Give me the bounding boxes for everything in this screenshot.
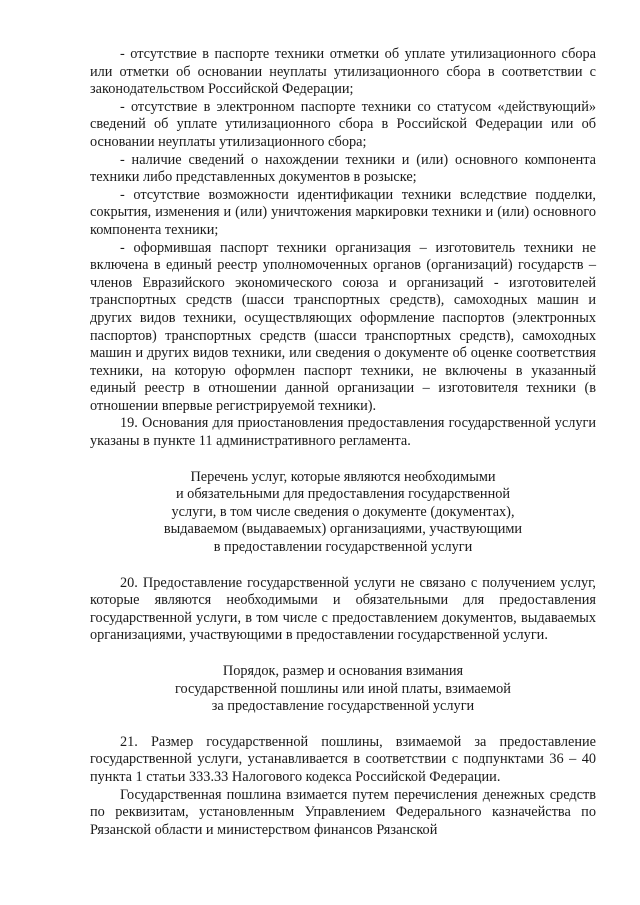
heading-line: Перечень услуг, которые являются необходимыми (190, 468, 496, 485)
heading-line: услуги, в том числе сведения о документе (документах), (171, 503, 515, 520)
section-heading-services (90, 469, 596, 557)
list-item: - отсутствие в электронном паспорте техники со статусом «действующий» сведений об уплате утилизационного сбора в Российской Федерации или об основании неуплаты утилизационного сбора; (90, 98, 596, 150)
list-item: - оформившая паспорт техники организация – изготовитель техники не включена в единый реестр уполномоченных органов (организаций) государств – членов Евразийского экономического союза и организаций - изготовителей транспортных средств (шасси транспортных средств), самоходных машин и других видов техники, осуществляющих оформление паспортов (электронных паспортов) транспортных средств (шасси транспортных средств), самоходных машин и других видов техники, или сведения о документе об оценке соответствия техники, на которую оформлен паспорт техники, не включены в указанный единый реестр в отношении данной организации – изготовителя техники (в отношении впервые регистрируемой техники). (90, 239, 596, 414)
heading-line: за предоставление государственной услуги (211, 698, 475, 715)
paragraph-19: 19. Основания для приостановления предоставления государственной услуги указаны в пункте 11 административного регламента. (90, 415, 596, 450)
heading-line: в предоставлении государственной услуги (213, 539, 473, 556)
section-heading-fee (90, 663, 596, 716)
list-item: - отсутствие в паспорте техники отметки об уплате утилизационного сбора или отметки об основании неуплаты утилизационного сбора в соответствии с законодательством Российской Федерации; (90, 46, 596, 98)
heading-line: государственной пошлины или иной платы, взимаемой (175, 680, 511, 697)
list-item: - наличие сведений о нахождении техники и (или) основного компонента техники либо представленных документов в розыске; (90, 151, 596, 186)
paragraph-20: 20. Предоставление государственной услуги не связано с получением услуг, которые являются необходимыми и обязательными для предоставления государственной услуги, в том числе с предоставлением документов, выдаваемых организациями, участвующими в предоставлении государственной услуги. (90, 574, 596, 644)
paragraph-21: 21. Размер государственной пошлины, взимаемой за предоставление государственной услуги, устанавливается в соответствии с подпунктами 36 – 40 пункта 1 статьи 333.33 Налогового кодекса Российской Федерации. (90, 733, 596, 785)
heading-line: и обязательными для предоставления государственной (175, 486, 511, 503)
heading-line: Порядок, размер и основания взимания (222, 663, 464, 679)
paragraph-fee-payment: Государственная пошлина взимается путем перечисления денежных средств по реквизитам, установленным Управлением Федерального казначейства по Рязанской области и министерством финансов Рязанской (90, 786, 596, 838)
list-item: - отсутствие возможности идентификации техники вследствие подделки, сокрытия, изменения и (или) уничтожения маркировки техники и (или) основного компонента техники; (90, 186, 596, 238)
heading-line: выдаваемом (выдаваемых) организациями, участвующими (163, 521, 523, 538)
document-page (90, 46, 596, 839)
